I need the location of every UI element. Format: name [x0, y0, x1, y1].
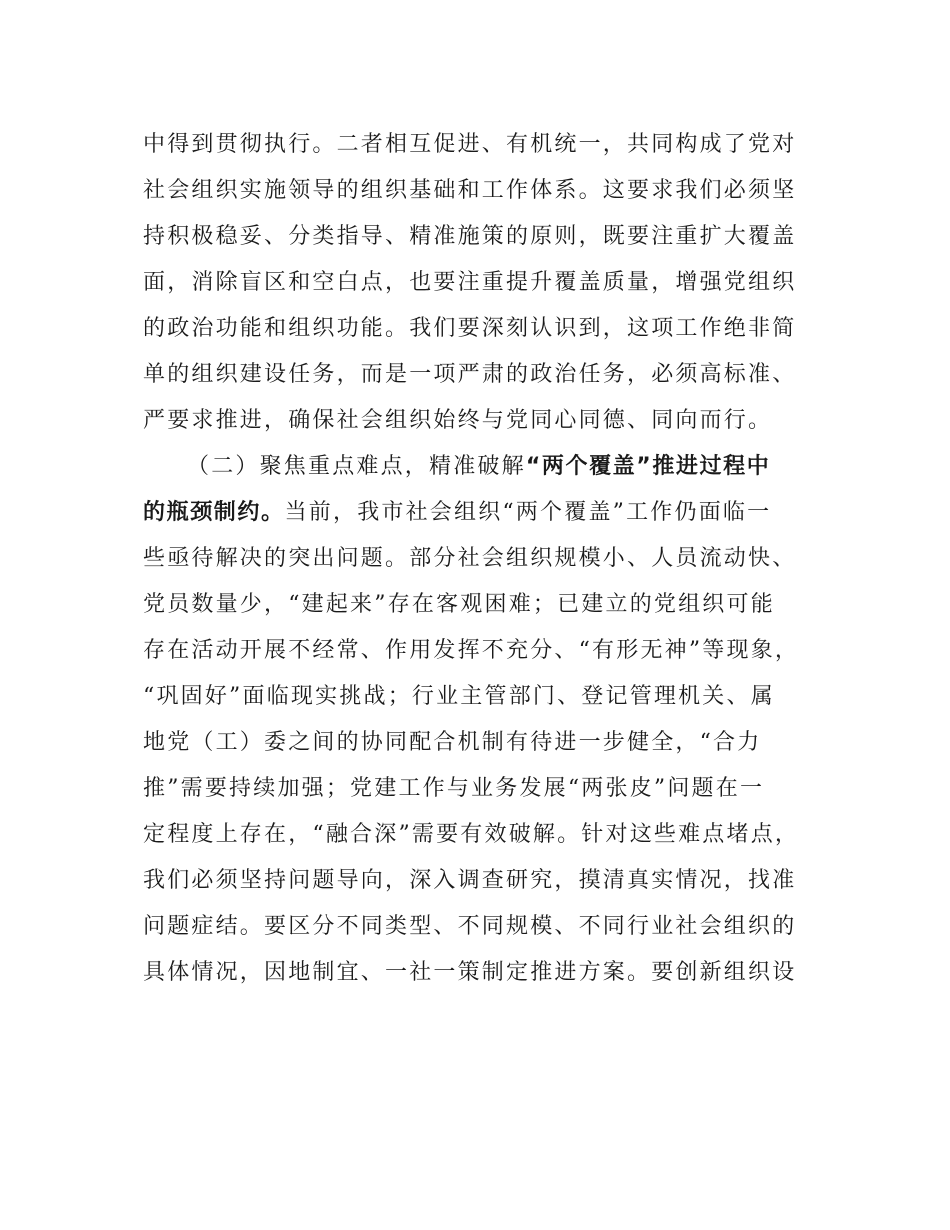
text-line: 具体情况，因地制宜、一社一策制定推进方案。要创新组织设 — [143, 960, 797, 985]
text-line: 存在活动开展不经常、作用发挥不充分、“有形无神”等现象， — [143, 638, 800, 663]
text-line: 推”需要持续加强；党建工作与业务发展“两张皮”问题在一 — [143, 776, 765, 801]
text-line: 严要求推进，确保社会组织始终与党同心同德、同向而行。 — [143, 408, 773, 433]
text-line: 些亟待解决的突出问题。部分社会组织规模小、人员流动快、 — [143, 546, 797, 571]
paragraph-2 — [143, 444, 823, 996]
text-line: 社会组织实施领导的组织基础和工作体系。这要求我们必须坚 — [143, 178, 797, 203]
section-heading-prefix: （二）聚焦重点难点，精准破解 — [187, 454, 526, 479]
text-line: 面，消除盲区和空白点，也要注重提升覆盖质量，增强党组织 — [143, 270, 797, 295]
text-line — [143, 490, 823, 536]
section-heading-bold: “两个覆盖”推进过程中 — [525, 454, 771, 479]
text-line — [143, 444, 823, 490]
text-line: 单的组织建设任务，而是一项严肃的政治任务，必须高标准、 — [143, 362, 797, 387]
text-line: 党员数量少，“建起来”存在客观困难；已建立的党组织可能 — [143, 592, 775, 617]
section-heading-bold-end: 的瓶颈制约。 — [143, 500, 285, 525]
text-line: 地党（工）委之间的协同配合机制有待进一步健全，“合力 — [143, 730, 762, 755]
paragraph-1 — [143, 122, 823, 444]
text-line: “巩固好”面临现实挑战；行业主管部门、登记管理机关、属 — [143, 684, 775, 709]
text-line: 的政治功能和组织功能。我们要深刻认识到，这项工作绝非简 — [143, 316, 797, 341]
text-line: 持积极稳妥、分类指导、精准施策的原则，既要注重扩大覆盖 — [143, 224, 797, 249]
text-line: 中得到贯彻执行。二者相互促进、有机统一，共同构成了党对 — [143, 132, 797, 157]
text-line: 定程度上存在，“融合深”需要有效破解。针对这些难点堵点， — [143, 822, 800, 847]
section-body-start: 当前，我市社会组织“两个覆盖”工作仍面临一 — [284, 500, 772, 525]
document-body — [143, 122, 823, 996]
text-line: 我们必须坚持问题导向，深入调查研究，摸清真实情况，找准 — [143, 868, 797, 893]
text-line: 问题症结。要区分不同类型、不同规模、不同行业社会组织的 — [143, 914, 797, 939]
